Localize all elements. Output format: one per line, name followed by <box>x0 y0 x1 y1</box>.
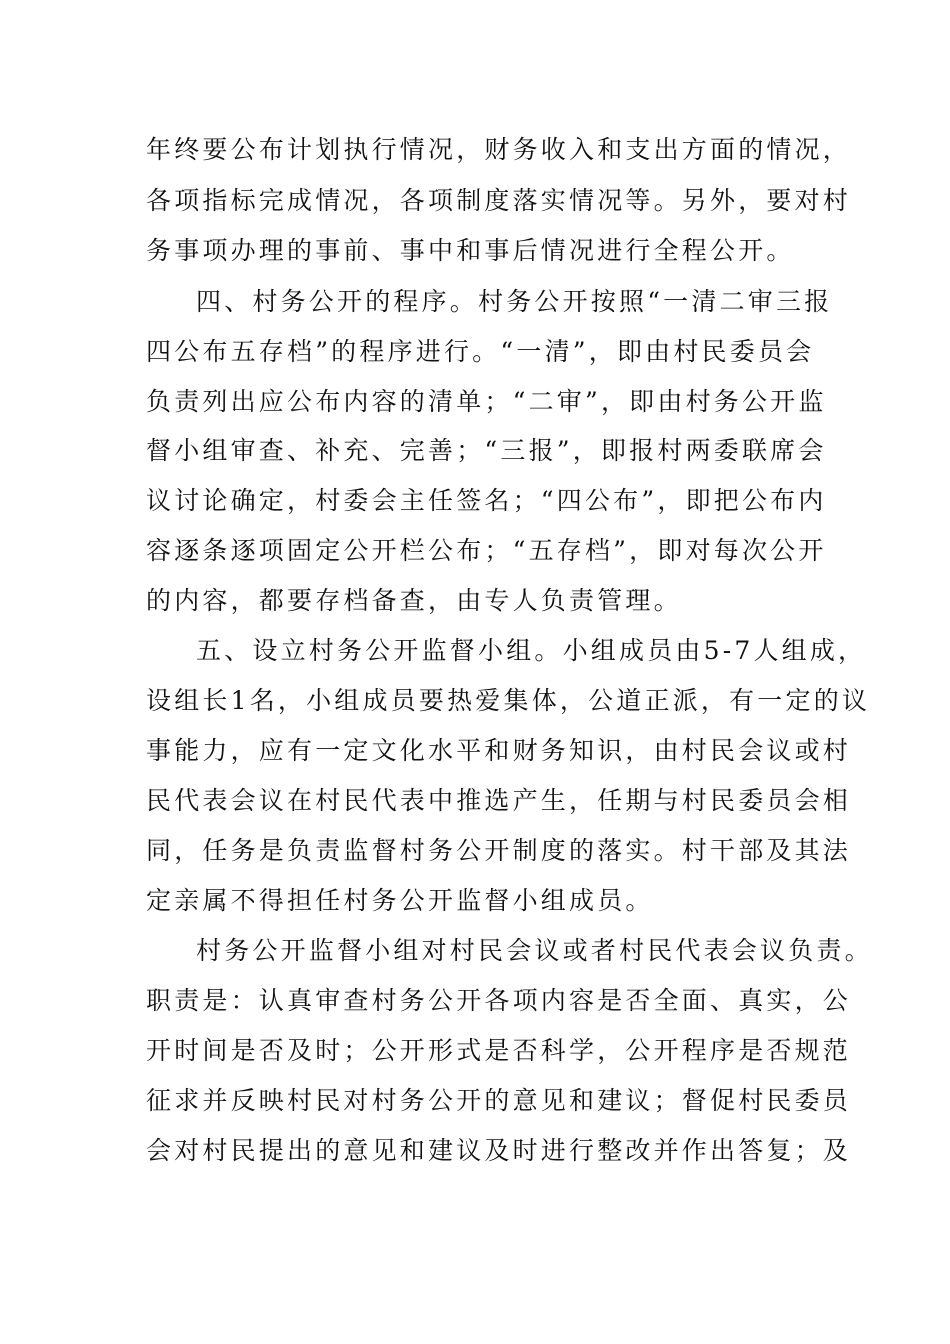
text-line: 四、村务公开的程序。村务公开按照“一清二审三报 <box>196 287 833 316</box>
text-line: 年终要公布计划执行情况，财务收入和支出方面的情况， <box>146 135 852 164</box>
text-line: 议讨论确定，村委会主任签名；“四公布”，即把公布内 <box>146 486 827 515</box>
text-line: 五、设立村务公开监督小组。小组成员由5-7人组成， <box>196 636 867 665</box>
text-line: 督小组审查、补充、完善；“三报”，即报村两委联席会 <box>146 436 827 465</box>
text-line: 的内容，都要存档备查，由专人负责管理。 <box>146 586 682 615</box>
text-line: 征求并反映村民对村务公开的意见和建议；督促村民委员 <box>146 1086 852 1115</box>
text-line: 务事项办理的事前、事中和事后情况进行全程公开。 <box>146 236 795 265</box>
text-line: 民代表会议在村民代表中推选产生，任期与村民委员会相 <box>146 786 852 815</box>
text-line: 职责是：认真审查村务公开各项内容是否全面、真实，公 <box>146 986 852 1015</box>
text-line: 负责列出应公布内容的清单；“二审”，即由村务公开监 <box>146 387 827 416</box>
text-line: 会对村民提出的意见和建议及时进行整改并作出答复；及 <box>146 1136 852 1165</box>
text-line: 各项指标完成情况，各项制度落实情况等。另外，要对村 <box>146 186 852 215</box>
text-line: 容逐条逐项固定公开栏公布；“五存档”，即对每次公开 <box>146 536 827 565</box>
text-line: 事能力，应有一定文化水平和财务知识，由村民会议或村 <box>146 736 852 765</box>
text-line: 定亲属不得担任村务公开监督小组成员。 <box>146 886 654 915</box>
text-line: 开时间是否及时；公开形式是否科学，公开程序是否规范 <box>146 1036 852 1065</box>
text-line: 村务公开监督小组对村民会议或者村民代表会议负责。 <box>196 936 873 965</box>
text-line: 四公布五存档”的程序进行。“一清”，即由村民委员会 <box>146 337 815 366</box>
text-line: 设组长1名，小组成员要热爱集体，公道正派，有一定的议 <box>146 686 871 715</box>
text-line: 同，任务是负责监督村务公开制度的落实。村干部及其法 <box>146 836 852 865</box>
